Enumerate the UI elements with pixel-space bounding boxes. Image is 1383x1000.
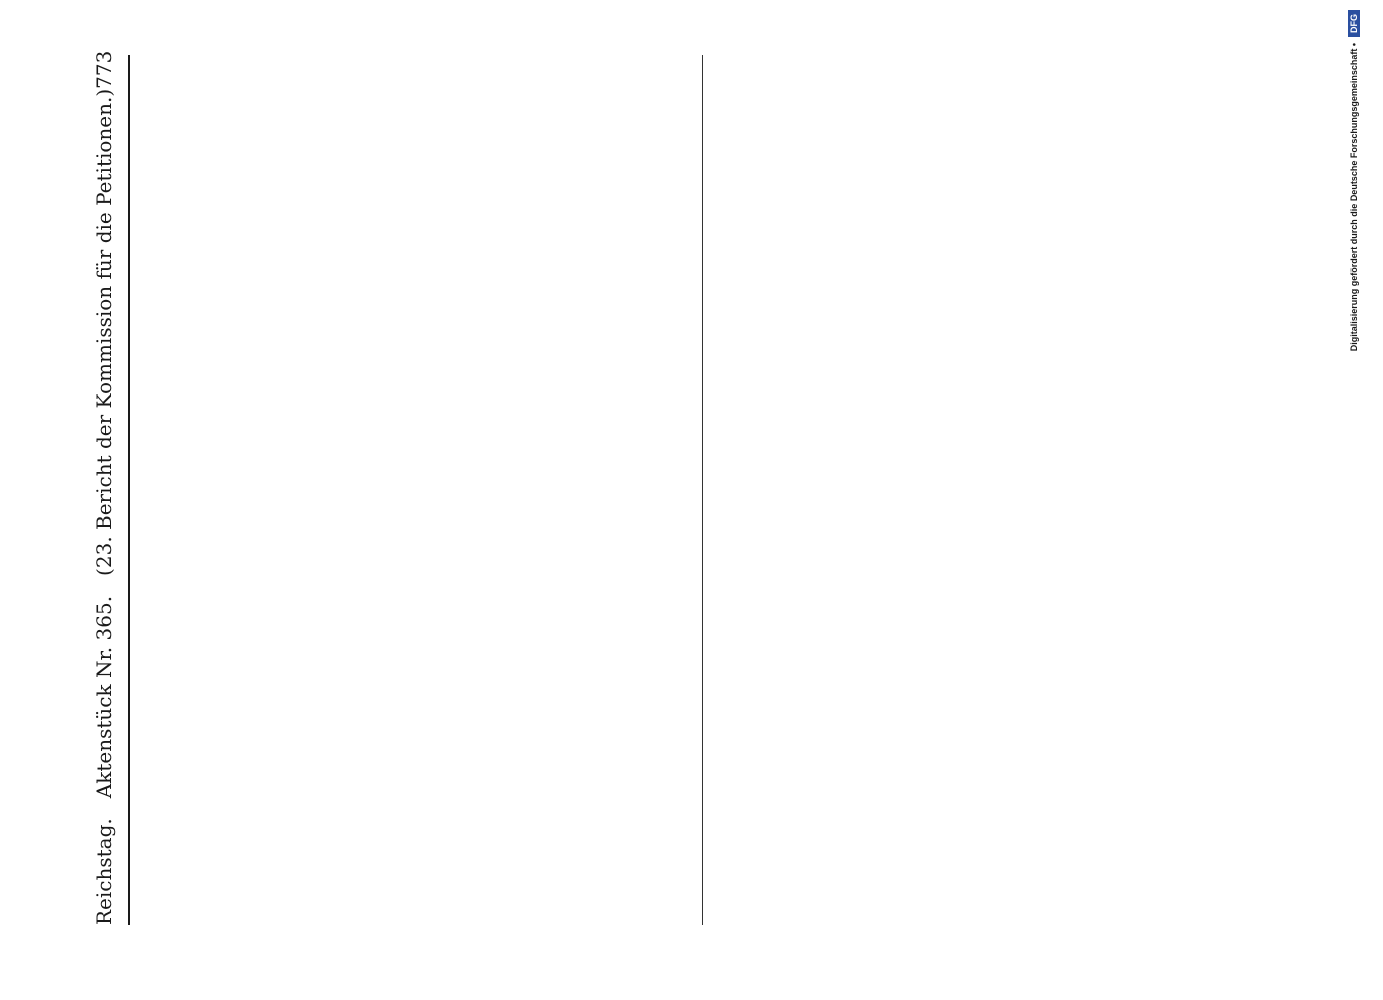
header-left-label: Reichstag. (92, 818, 116, 925)
text-column-1 (134, 55, 699, 925)
dfg-logo: DFG (1348, 10, 1360, 37)
page-number: 773 (92, 50, 116, 89)
document-page (84, 50, 1304, 925)
header-rule (128, 55, 130, 925)
column-divider (702, 55, 703, 925)
running-header (84, 50, 124, 925)
report-title: (23. Bericht der Kommission für die Petitionen.) (92, 88, 116, 576)
document-label: Aktenstück Nr. 365. (92, 595, 116, 799)
digitization-credit (1342, 10, 1372, 985)
credit-text: Digitalisierung gefördert durch die Deutsche Forschungsgemeinschaft • (1349, 43, 1359, 352)
text-column-2 (709, 55, 1284, 925)
